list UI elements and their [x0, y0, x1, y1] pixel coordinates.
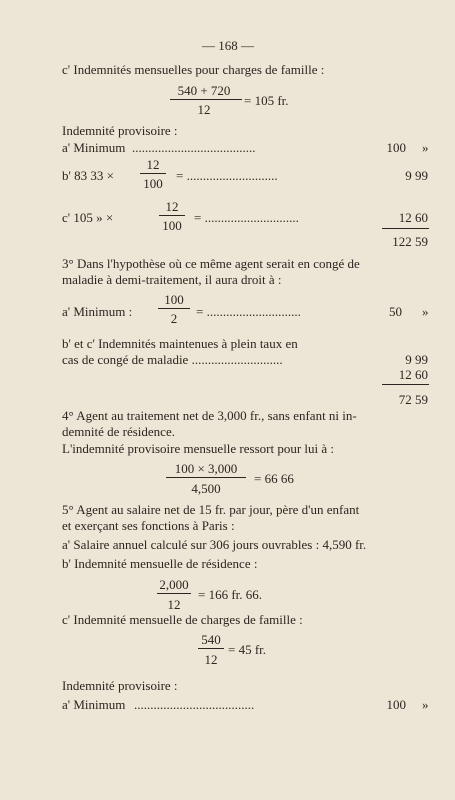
line-c-label: c' 105 » ×	[62, 210, 114, 225]
fraction-bar	[170, 99, 242, 100]
charges-result: = 45 fr.	[228, 642, 267, 657]
case-4-numerator: 100 × 3,000	[174, 461, 238, 476]
franc-mark: »	[422, 304, 429, 319]
charges-numerator: 540	[201, 632, 221, 647]
half-denominator: 2	[170, 311, 178, 326]
charges-famille-heading: c' Indemnités mensuelles pour charges de famille :	[62, 62, 325, 77]
charges-line: c' Indemnité mensuelle de charges de famille :	[62, 612, 303, 627]
fraction-bar	[166, 477, 246, 478]
maintained-line-2: cas de congé de maladie ............................	[62, 352, 283, 367]
fraction-bar	[157, 593, 191, 594]
maintained-value-2: 12 60	[398, 367, 428, 382]
sum-rule	[382, 228, 429, 229]
line-b-denominator: 100	[143, 176, 163, 191]
case-4-line-2: demnité de résidence.	[62, 424, 175, 439]
line-c-numerator: 12	[165, 199, 179, 214]
formula-denominator: 12	[197, 102, 211, 117]
minimum-label: a' Minimum :	[62, 304, 133, 319]
salary-line: a' Salaire annuel calculé sur 306 jours ouvrables : 4,590 fr.	[62, 537, 367, 552]
leader-dots: = .............................	[194, 210, 299, 225]
provisional-title: Indemnité provisoire :	[62, 678, 178, 693]
half-numerator: 100	[164, 292, 184, 307]
franc-mark: »	[422, 140, 429, 155]
provisional-title: Indemnité provisoire :	[62, 123, 178, 138]
line-c-denominator: 100	[162, 218, 182, 233]
minimum-value: 100	[386, 697, 406, 712]
franc-mark: »	[422, 697, 429, 712]
leader-dots: .....................................	[134, 697, 255, 712]
total-value: 72 59	[398, 392, 428, 407]
formula-result: = 105 fr.	[244, 93, 289, 108]
maintained-line-1: b' et c' Indemnités maintenues à plein taux en	[62, 336, 298, 351]
case-3-line-2: maladie à demi-traitement, il aura droit à :	[62, 272, 282, 287]
leader-dots: = .............................	[196, 304, 301, 319]
leader-dots: ......................................	[132, 140, 256, 155]
half-value: 50	[389, 304, 402, 319]
leader-dots: = ............................	[176, 168, 278, 183]
fraction-bar	[140, 173, 166, 174]
case-3-line-1: 3° Dans l'hypothèse où ce même agent serait en congé de	[62, 256, 360, 271]
formula-numerator: 540 + 720	[177, 83, 231, 98]
sum-rule	[382, 384, 429, 385]
residence-result: = 166 fr. 66.	[198, 587, 263, 602]
line-b-label: b' 83 33 ×	[62, 168, 114, 183]
case-5-line-1: 5° Agent au salaire net de 15 fr. par jour, père d'un enfant	[62, 502, 360, 517]
fraction-bar	[198, 648, 224, 649]
case-5-line-2: et exerçant ses fonctions à Paris :	[62, 518, 235, 533]
minimum-label: a' Minimum	[62, 697, 126, 712]
fraction-bar	[158, 308, 190, 309]
fraction-bar	[159, 215, 185, 216]
maintained-value-1: 9 99	[405, 352, 428, 367]
line-b-value: 9 99	[405, 168, 428, 183]
residence-line: b' Indemnité mensuelle de résidence :	[62, 556, 258, 571]
residence-denominator: 12	[167, 597, 181, 612]
charges-denominator: 12	[204, 652, 218, 667]
case-4-line-3: L'indemnité provisoire mensuelle ressort pour lui à :	[62, 441, 335, 456]
residence-numerator: 2,000	[159, 577, 189, 592]
case-4-line-1: 4° Agent au traitement net de 3,000 fr., sans enfant ni in-	[62, 408, 357, 423]
line-c-value: 12 60	[398, 210, 428, 225]
page-number: — 168 —	[202, 38, 254, 53]
case-4-denominator: 4,500	[191, 481, 221, 496]
minimum-value: 100	[386, 140, 406, 155]
total-value: 122 59	[392, 234, 428, 249]
line-b-numerator: 12	[146, 157, 160, 172]
case-4-result: = 66 66	[254, 471, 294, 486]
minimum-label: a' Minimum	[62, 140, 126, 155]
